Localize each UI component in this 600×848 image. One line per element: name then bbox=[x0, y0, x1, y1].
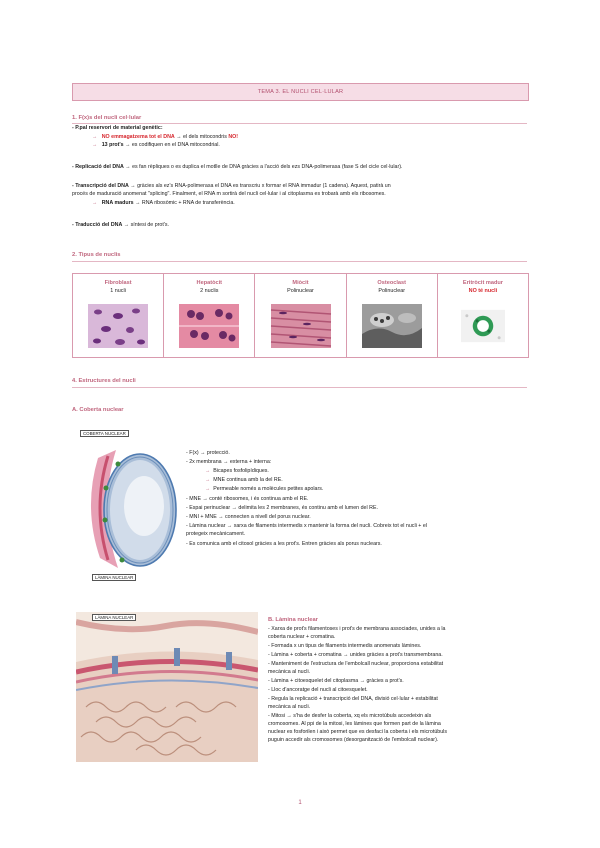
trans-bold: - Transcripció del DNA bbox=[72, 183, 129, 189]
l1-rest: → el dels mitocondris bbox=[176, 134, 227, 140]
cell-osteoclast bbox=[347, 274, 438, 357]
cell-desc: Polinuclear bbox=[287, 288, 314, 294]
b-line-8c: nuclear es fosforilen i això permet que es desfaci la coberta i els microtúbuls bbox=[268, 729, 448, 735]
l1-red: NO emmagatzema tot el DNA bbox=[101, 134, 175, 140]
osteoclast-micrograph bbox=[353, 304, 431, 348]
a-sub-2-text: MNE continua amb la del RE. bbox=[213, 477, 283, 483]
cell-name: Miòcit bbox=[292, 280, 309, 286]
cell-desc: 2 nuclis bbox=[200, 288, 219, 294]
b-line-6: - Lloc d'ancoratge del nucli al citoesquelet. bbox=[268, 687, 368, 693]
nuclei-types-table bbox=[72, 273, 529, 358]
arrow-icon: → bbox=[205, 477, 211, 483]
cell-eritrocit bbox=[438, 274, 528, 357]
cell-name: Hepatòcit bbox=[196, 280, 223, 286]
arrow-icon: → bbox=[205, 468, 211, 474]
a-line-6: - Làmina nuclear → xarxa de filaments intermedis x mantenir la forma del nucli. Cobreix tot el nucli + el bbox=[186, 523, 427, 529]
cell-name: Osteoclast bbox=[377, 280, 407, 286]
fig2-label-top: LÀMINA NUCLEAR bbox=[92, 614, 136, 621]
b-line-8d: puguin accedir als cromosomes (desorganització de l'embolcall nuclear). bbox=[268, 737, 439, 743]
b-line-1: - Xarxa de prot's filamentoses i prot's de membrana associades, unides a la bbox=[268, 626, 446, 632]
page-number: 1 bbox=[298, 800, 302, 806]
a-line-2: - 2x membrana → externa + interna: bbox=[186, 459, 272, 465]
arrow-icon: → bbox=[92, 134, 98, 140]
b-line-1b: coberta nuclear + cromatina. bbox=[268, 634, 336, 640]
eritrocit-micrograph bbox=[461, 304, 505, 348]
arrow-icon: → bbox=[92, 200, 98, 206]
coberta-nuclear-diagram bbox=[78, 428, 178, 586]
divider bbox=[72, 123, 527, 124]
traduccio-line bbox=[72, 222, 169, 229]
b-line-4b: mecànica al nucli. bbox=[268, 669, 311, 675]
cell-miocit bbox=[255, 274, 346, 357]
b-line-2: - Formada x un tipus de filaments intermedis anomenats làmines. bbox=[268, 643, 422, 649]
arrow-icon: → bbox=[205, 486, 211, 492]
b-line-5: - Làmina + citoesquelet del citoplasma → gràcies a prot's. bbox=[268, 678, 404, 684]
repl-rest: → es fan rèpliques o es duplica el motlle de DNA gràcies a l'acció dels ezs DNA-polimerasa (fase S del cicle cel·lular). bbox=[125, 164, 403, 170]
arrow-icon: → bbox=[92, 142, 98, 148]
b-line-4: - Manteniment de l'estructura de l'embolcall nuclear, proporciona estabilitat bbox=[268, 661, 444, 667]
a-sub-1 bbox=[205, 468, 269, 475]
a-sub-3-text: Permeable només a molècules petites apolars. bbox=[213, 486, 324, 492]
a-sub-2 bbox=[205, 477, 283, 484]
fig1-label-top: COBERTA NUCLEAR bbox=[80, 430, 129, 437]
cell-name: Fibroblast bbox=[104, 280, 132, 286]
trad-bold: - Traducció del DNA bbox=[72, 222, 123, 228]
a-line-1: - F(x) → protecció. bbox=[186, 450, 230, 456]
rna-rest: → RNA ribosòmic + RNA de transferència. bbox=[135, 200, 235, 206]
trad-rest: → síntesi de prot's. bbox=[123, 222, 169, 228]
cell-fibroblast bbox=[73, 274, 164, 357]
trans-rest2: procés de maduració anomenat "splicing". Finalment, el RNA m sortirà del nucli cel·lular i al citoplasma es trobarà amb els ribosomes. bbox=[72, 191, 386, 197]
repl-bold: - Replicació del DNA bbox=[72, 164, 124, 170]
cell-name: Eritròcit madur bbox=[462, 280, 503, 286]
subsection-b-heading: B. Làmina nuclear bbox=[268, 617, 318, 623]
fibroblast-micrograph bbox=[88, 304, 148, 348]
subsection-a-heading: A. Coberta nuclear bbox=[72, 407, 124, 413]
reservori-line: - P.pal reservori de material genètic: bbox=[72, 125, 163, 131]
l2-rest: → es codifiquen en el DNA mitocondrial. bbox=[125, 142, 220, 148]
a-line-4: - Espai perinuclear → delimita les 2 membranes, és continu amb el lumen del RE. bbox=[186, 505, 378, 511]
b-line-8: - Mitosi → s'ha de desfer la coberta, xq els microtúbuls accedeixin als bbox=[268, 713, 432, 719]
page-title: TEMA 3. EL NUCLI CEL·LULAR bbox=[72, 83, 529, 101]
fig1-label-bottom: LÀMINA NUCLEAR bbox=[92, 574, 136, 581]
divider bbox=[72, 261, 527, 262]
cell-hepatocit bbox=[164, 274, 255, 357]
replicacio-paragraph bbox=[72, 164, 527, 171]
bullet-line-2 bbox=[92, 142, 220, 149]
a-line-3: - MNE → conté ribosomes, i és continua amb el RE. bbox=[186, 496, 309, 502]
divider bbox=[72, 387, 527, 388]
cell-desc: Polinuclear bbox=[378, 288, 406, 294]
b-line-7: - Regula la replicació + transcripció del DNA, divisió cel·lular + estabilitat bbox=[268, 696, 438, 702]
hepatocit-micrograph bbox=[179, 304, 239, 348]
cell-desc: 1 nucli bbox=[110, 288, 126, 294]
a-sub-1-text: Bicapes fosfolipídiques. bbox=[213, 468, 269, 474]
section-1-heading: 1. F(x)s del nucli cel·lular bbox=[72, 115, 142, 121]
trans-rest1: → gràcies als ez's RNA-polimerasa el DNA es transcriu x formar el RNA immadur (1 cadena). Aquest, patirà un bbox=[130, 183, 391, 189]
a-sub-3 bbox=[205, 486, 323, 493]
a-line-6b: protegeix mecànicament. bbox=[186, 531, 246, 537]
b-line-7b: mecànica al nucli. bbox=[268, 704, 311, 710]
b-line-8b: cromosomes. Al ppi de la mitosi, les làmines que formen part de la làmina bbox=[268, 721, 441, 727]
a-line-5: - MNI + MNE → connecten a nivell del porus nuclear. bbox=[186, 514, 311, 520]
rna-bold: RNA madurs bbox=[101, 200, 134, 206]
section-4-heading: 4. Estructures del nucli bbox=[72, 378, 136, 384]
a-line-7: - Es comunica amb el citosol gràcies a les prot's. Entren gràcies als porus nuclears. bbox=[186, 541, 382, 547]
bullet-rna bbox=[92, 200, 235, 207]
b-line-3: - Làmina + coberta + cromatina → unides gràcies a prot's transmembrana. bbox=[268, 652, 443, 658]
lamina-nuclear-diagram bbox=[76, 612, 258, 762]
miocit-micrograph bbox=[262, 304, 340, 348]
bullet-line-1 bbox=[92, 134, 238, 141]
l1-no: NO! bbox=[228, 134, 239, 140]
cell-desc: NO té nucli bbox=[468, 288, 498, 294]
section-2-heading: 2. Tipus de nuclis bbox=[72, 252, 121, 258]
transcripcio-paragraph bbox=[72, 183, 527, 190]
l2-bold: 13 prot's bbox=[101, 142, 124, 148]
